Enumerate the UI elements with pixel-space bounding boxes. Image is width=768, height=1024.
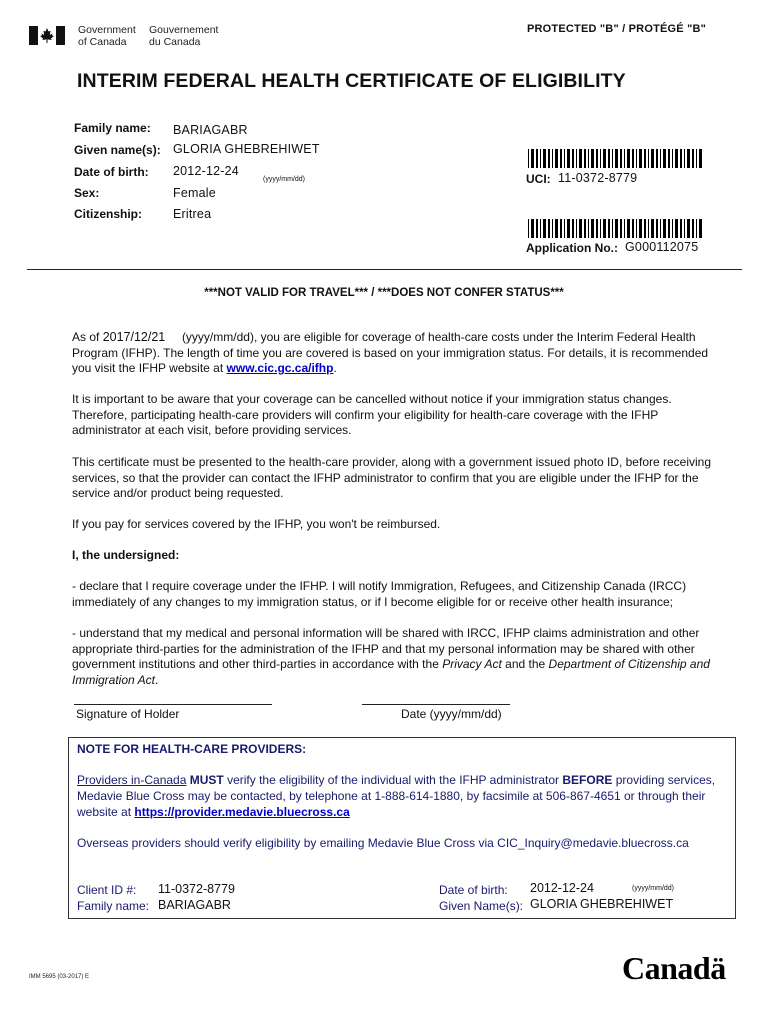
provider-end-text: providing services, Medavie Blue Cross may be contacted, by telephone at 1-888-614-1880, by facsimile at 506-867-4651 or through their website at [77, 773, 716, 819]
overseas-providers-text: Overseas providers should verify eligibility by emailing Medavie Blue Cross via CIC_Inquiry@medavie.bluecross.ca [77, 836, 689, 850]
paragraph-coverage [72, 392, 722, 439]
date-label: Date (yyyy/mm/dd) [401, 707, 502, 721]
p1-text: (yyyy/mm/dd), you are eligible for coverage of health-care costs under the Interim Federal Health Program (IFHP). The length of time you are covered is based on your immigration status. For details, it is recommended you visit the IFHP website at [72, 330, 709, 375]
signature-label: Signature of Holder [76, 707, 180, 721]
provider-instructions [77, 772, 727, 820]
family-name-value-2: BARIAGABR [158, 898, 231, 912]
family-name-label-2: Family name: [77, 899, 150, 913]
protected-label: PROTECTED "B" / PROTÉGÉ "B" [527, 23, 707, 35]
application-label: Application No.: [526, 241, 618, 255]
citizenship-label: Citizenship: [74, 207, 142, 221]
sex-value: Female [173, 186, 216, 200]
divider [27, 269, 742, 270]
must-text: MUST [189, 773, 224, 787]
paragraph-declare [72, 579, 722, 610]
provider-note-box [68, 737, 736, 919]
p4-text: If you pay for services covered by the IFHP, you won't be reimbursed. [72, 517, 441, 531]
p2-text: It is important to be aware that your coverage can be cancelled without notice if your immigration status changes. Therefore, participating health-care providers will confirm your eligibility for health-care coverage with the IFHP administrator at each visit, before providing services. [72, 392, 672, 437]
p3-text: This certificate must be presented to the health-care provider, along with a government issued photo ID, before receiving services, so that the provider can contact the IFHP administrator to confirm that you are eligible under the IFHP for the service and/or product being requested. [72, 455, 712, 500]
paragraph-eligibility [72, 330, 722, 377]
dob-label-2: Date of birth: [439, 883, 508, 897]
government-en [78, 24, 136, 48]
uci-barcode [528, 149, 702, 173]
government-fr [149, 24, 218, 48]
citizenship-value: Eritrea [173, 207, 212, 221]
given-names-label-2: Given Name(s): [439, 899, 524, 913]
p6-text: - declare that I require coverage under the IFHP. I will notify Immigration, Refugees, and Citizenship Canada (IRCC) immediately of any changes to my immigration status, or if I become eligible for or receive other health insurance; [72, 579, 687, 609]
given-names-value-2: GLORIA GHEBREHIWET [530, 897, 674, 911]
client-id-label: Client ID #: [77, 883, 137, 897]
application-value: G000112075 [625, 240, 699, 254]
p7-and: and the [505, 657, 546, 671]
p7-end: . [154, 672, 159, 687]
travel-notice: ***NOT VALID FOR TRAVEL*** / ***DOES NOT CONFER STATUS*** [204, 287, 564, 299]
form-code: IMM 5695 (03-2017) E [29, 974, 90, 980]
ifhp-website-link[interactable]: www.cic.gc.ca/ifhp [226, 361, 334, 375]
gov-fr-line1: Gouvernement [149, 24, 219, 36]
signature-line[interactable] [74, 704, 272, 705]
paragraph-reimburse [72, 517, 722, 533]
p1-end: . [333, 361, 337, 375]
sex-label: Sex: [74, 186, 100, 200]
gov-en-line1: Government [78, 24, 136, 36]
client-id-value: 11-0372-8779 [158, 882, 235, 896]
canada-wordmark: Canadä [622, 950, 726, 986]
before-text: BEFORE [562, 773, 613, 787]
dob-format: (yyyy/mm/dd) [263, 176, 305, 183]
providers-in-canada-link[interactable]: Providers in-Canada [77, 773, 187, 787]
dob-label: Date of birth: [74, 165, 149, 179]
dob-format-2: (yyyy/mm/dd) [632, 885, 674, 892]
uci-label: UCI: [526, 172, 551, 186]
paragraph-present [72, 455, 722, 502]
gov-en-line2: of Canada [78, 36, 127, 48]
date-line[interactable] [362, 704, 510, 705]
p7-text: - understand that my medical and personal information will be shared with IRCC, IFHP claims administration and other appropriate third-parties for the administration of the IFHP and that my personal information may be shared with other government institutions and other third-parties in accordance with the [72, 626, 700, 671]
family-name-value: BARIAGABR [173, 123, 248, 137]
undersigned-heading: I, the undersigned: [72, 548, 180, 562]
dob-value: 2012-12-24 [173, 164, 239, 178]
family-name-label: Family name: [74, 121, 151, 135]
department-act: Department of Citizenship and Immigration Act [72, 657, 710, 687]
eligibility-date: 2017/12/21 [102, 330, 166, 344]
provider-note-heading: NOTE FOR HEALTH-CARE PROVIDERS: [77, 742, 307, 756]
paragraph-understand [72, 626, 722, 688]
privacy-act: Privacy Act [442, 657, 502, 671]
page-title: INTERIM FEDERAL HEALTH CERTIFICATE OF ELIGIBILITY [77, 70, 626, 92]
dob-value-2: 2012-12-24 [530, 881, 594, 895]
gov-fr-line2: du Canada [149, 36, 201, 48]
given-names-label: Given name(s): [74, 143, 161, 157]
given-names-value: GLORIA GHEBREHIWET [173, 142, 320, 156]
provider-website-link[interactable]: https://provider.medavie.bluecross.ca [134, 805, 350, 819]
p1-as-of: As of [72, 330, 100, 344]
provider-mid-text: verify the eligibility of the individual with the IFHP administrator [227, 773, 560, 787]
uci-value: 11-0372-8779 [558, 171, 638, 185]
canada-flag-icon [29, 26, 65, 45]
